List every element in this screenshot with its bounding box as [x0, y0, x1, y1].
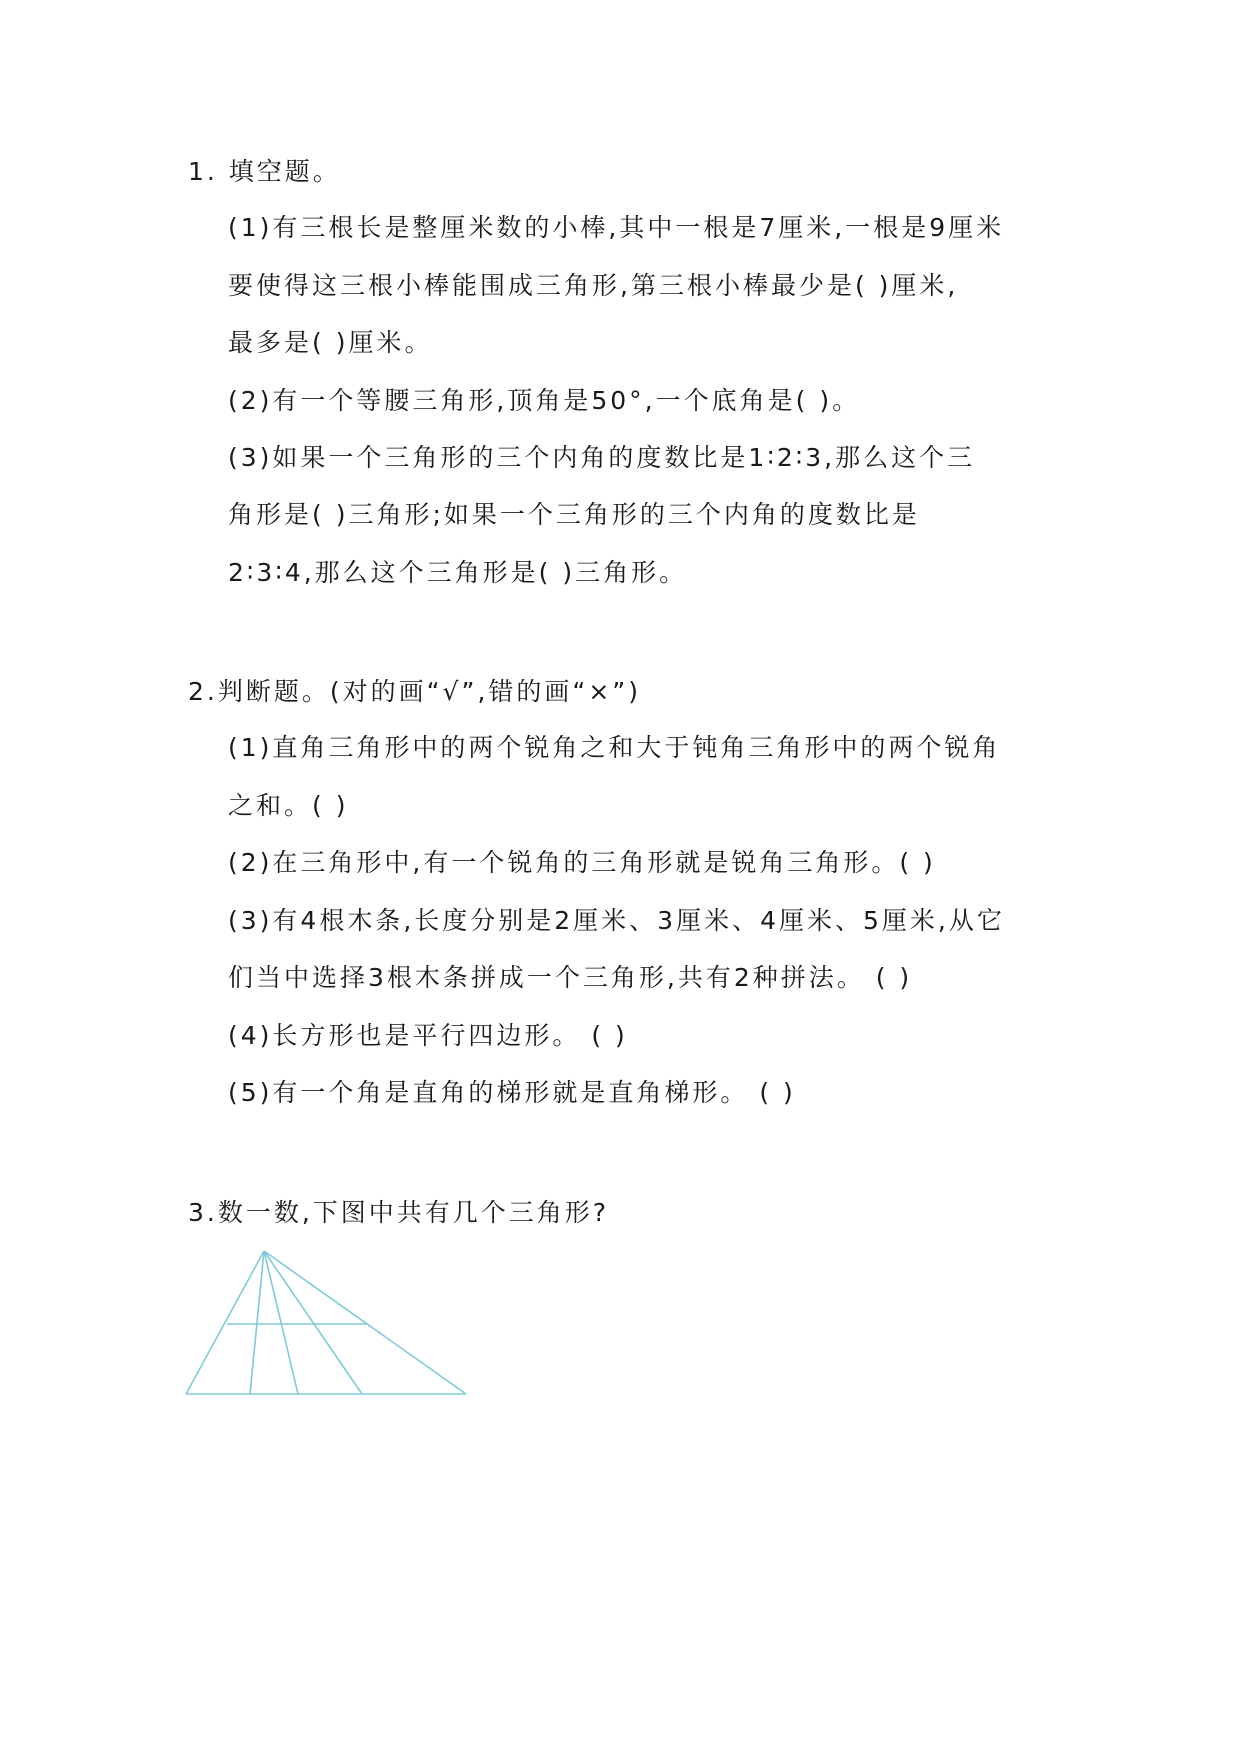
q2-line-3: (2)在三角形中,有一个锐角的三角形就是锐角三角形。( ): [228, 848, 936, 877]
question-3-title: 3.数一数,下图中共有几个三角形?: [188, 1198, 610, 1227]
q2-line-6: (4)长方形也是平行四边形。 ( ): [228, 1021, 628, 1050]
q2-line-7: (5)有一个角是直角的梯形就是直角梯形。 ( ): [228, 1078, 796, 1107]
q1-line-2: 要使得这三根小棒能围成三角形,第三根小棒最少是( )厘米,: [228, 271, 959, 300]
q1-line-5: (3)如果一个三角形的三个内角的度数比是1∶2∶3,那么这个三: [228, 443, 976, 472]
q2-line-5: 们当中选择3根木条拼成一个三角形,共有2种拼法。 ( ): [228, 963, 913, 992]
triangle-figure: [180, 1250, 480, 1400]
question-1-title: 1. 填空题。: [188, 157, 341, 186]
fan-line-3: [264, 1251, 362, 1394]
q1-line-3: 最多是( )厘米。: [228, 328, 433, 357]
q2-line-1: (1)直角三角形中的两个锐角之和大于钝角三角形中的两个锐角: [228, 733, 1001, 762]
q1-line-4: (2)有一个等腰三角形,顶角是50°,一个底角是( )。: [228, 386, 861, 415]
q1-line-6: 角形是( )三角形;如果一个三角形的三个内角的度数比是: [228, 500, 920, 529]
q1-line-7: 2∶3∶4,那么这个三角形是( )三角形。: [228, 558, 688, 587]
triangle-right-side: [264, 1251, 466, 1394]
q2-line-2: 之和。( ): [228, 791, 349, 820]
q1-line-1: (1)有三根长是整厘米数的小棒,其中一根是7厘米,一根是9厘米: [228, 213, 1005, 242]
q2-line-4: (3)有4根木条,长度分别是2厘米、3厘米、4厘米、5厘米,从它: [228, 906, 1005, 935]
fan-line-2: [264, 1251, 298, 1394]
question-2-title: 2.判断题。(对的画“√”,错的画“×”): [188, 677, 641, 706]
